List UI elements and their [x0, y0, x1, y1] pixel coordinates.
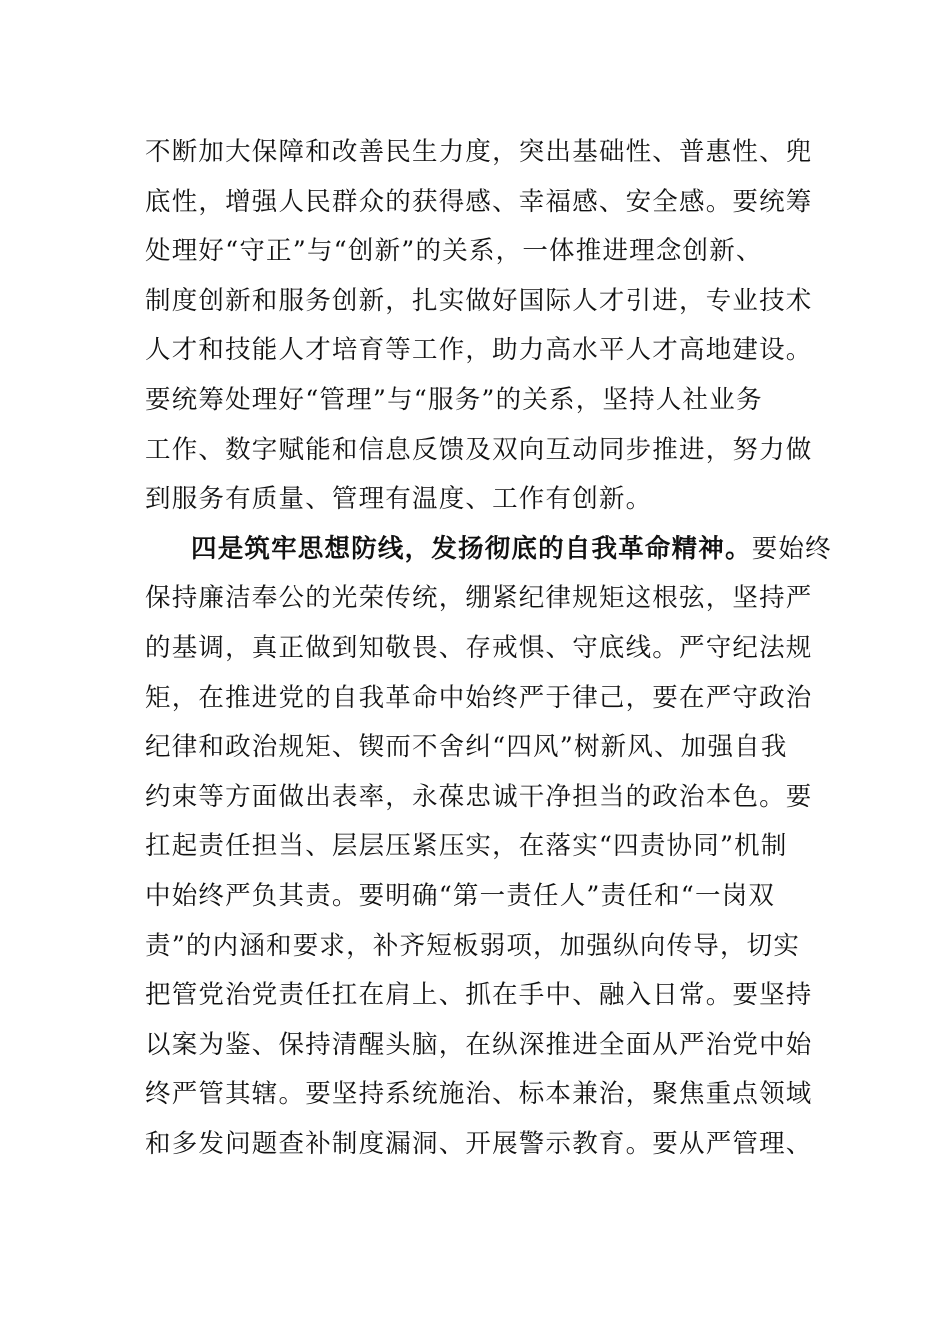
text-line: 和多发问题查补制度漏洞、开展警示教育。要从严管理、 — [145, 1128, 813, 1159]
text-line: 以案为鉴、保持清醒头脑，在纵深推进全面从严治党中始 — [145, 1029, 813, 1060]
text-line: 制度创新和服务创新，扎实做好国际人才引进，专业技术 — [145, 285, 813, 316]
text-line: 责”的内涵和要求，补齐短板弱项，加强纵向传导，切实 — [145, 930, 801, 961]
text-line: 纪律和政治规矩、锲而不舍纠“四风”树新风、加强自我 — [145, 732, 788, 763]
text-line: 的基调，真正做到知敬畏、存戒惧、守底线。严守纪法规 — [145, 632, 813, 663]
text-line: 人才和技能人才培育等工作，助力高水平人才高地建设。 — [145, 335, 813, 366]
text-line: 中始终严负其责。要明确“第一责任人”责任和“一岗双 — [145, 880, 776, 911]
text-line: 把管党治党责任扛在肩上、抓在手中、融入日常。要坚持 — [145, 980, 813, 1011]
text-line: 工作、数字赋能和信息反馈及双向互动同步推进，努力做 — [145, 434, 813, 465]
section-first-line — [145, 525, 832, 575]
text-line: 终严管其辖。要坚持系统施治、标本兼治，聚焦重点领域 — [145, 1079, 813, 1110]
text-line: 底性，增强人民群众的获得感、幸福感、安全感。要统筹 — [145, 186, 813, 217]
body-text — [145, 128, 832, 1169]
text-line: 保持廉洁奉公的光荣传统，绷紧纪律规矩这根弦，坚持严 — [145, 583, 813, 614]
text-line: 扛起责任担当、层层压紧压实，在落实“四责协同”机制 — [145, 831, 788, 862]
text-line: 不断加大保障和改善民生力度，突出基础性、普惠性、兜 — [145, 137, 813, 167]
text-line: 矩，在推进党的自我革命中始终严于律己，要在严守政治 — [145, 682, 813, 713]
text-line: 约束等方面做出表率，永葆忠诚干净担当的政治本色。要 — [145, 781, 813, 812]
section-first-line-text: 要始终 — [751, 533, 832, 564]
text-line: 处理好“守正”与“创新”的关系，一体推进理念创新、 — [145, 236, 763, 267]
text-line: 要统筹处理好“管理”与“服务”的关系，坚持人社业务 — [145, 384, 763, 415]
section-heading: 四是筑牢思想防线，发扬彻底的自我革命精神。 — [191, 533, 752, 564]
text-line: 到服务有质量、管理有温度、工作有创新。 — [145, 484, 653, 515]
